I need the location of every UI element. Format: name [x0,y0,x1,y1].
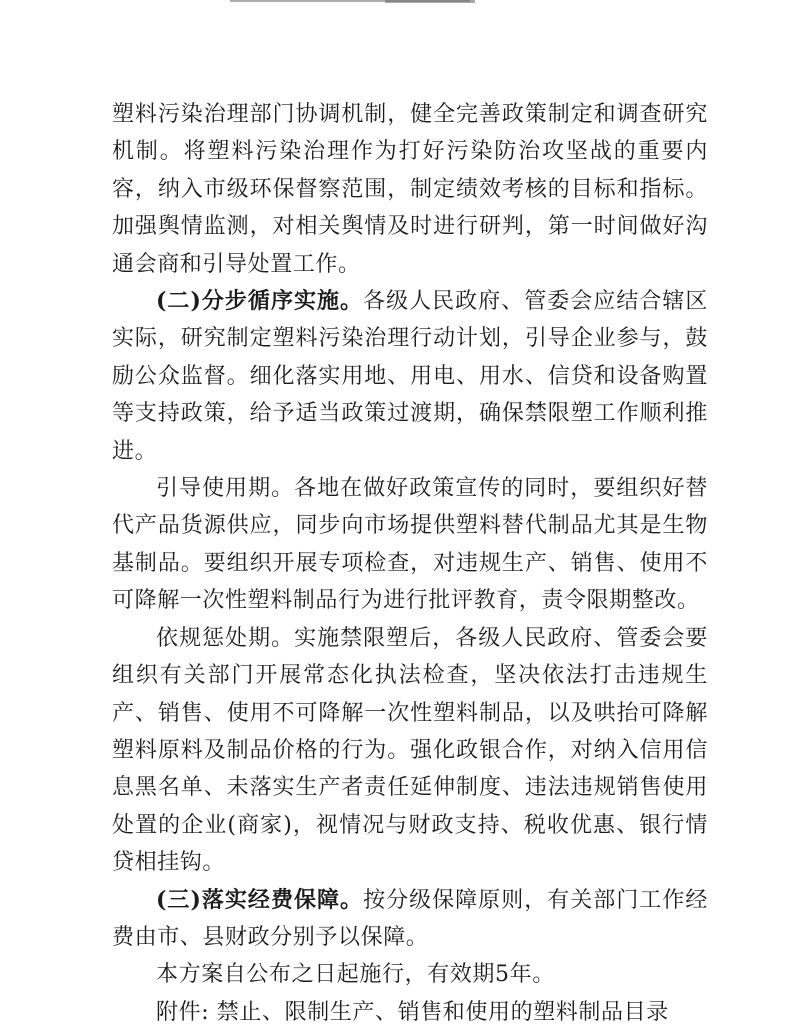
section-heading: (二)分步循序实施。 [156,288,364,315]
paragraph-step-implementation [112,283,708,470]
paragraph-text: 塑料污染治理部门协调机制，健全完善政策制定和调查研究机制。将塑料污染治理作为打好污染防治攻坚战的重要内容，纳入市级环保督察范围，制定绩效考核的目标和指标。加强舆情监测，对相关舆情及时进行研判，第一时间做好沟通会商和引导处置工作。 [112,102,708,277]
scan-edge-mark [385,0,475,3]
paragraph-attachment [112,994,708,1031]
paragraph-text: 引导使用期。各地在做好政策宣传的同时，要组织好替代产品货源供应，同步向市场提供塑料替代制品尤其是生物基制品。要组织开展专项检查，对违规生产、销售、使用不可降解一次性塑料制品行为进行批评教育，责令限期整改。 [112,476,708,614]
paragraph-funding [112,882,708,957]
paragraph-text: 附件: 禁止、限制生产、销售和使用的塑料制品目录 [156,999,669,1025]
paragraph-effective-date [112,956,708,993]
paragraph-continuation [112,96,708,283]
paragraph-text: 依规惩处期。实施禁限塑后，各级人民政府、管委会要组织有关部门开展常态化执法检查，坚决依法打击违规生产、销售、使用不可降解一次性塑料制品，以及哄抬可降解塑料原料及制品价格的行为。强化政银合作，对纳入信用信息黑名单、未落实生产者责任延伸制度、违法违规销售使用处置的企业(商家)，视情况与财政支持、税收优惠、银行情贷相挂钩。 [112,625,708,876]
section-heading: (三)落实经费保障。 [156,886,364,913]
paragraph-guidance-period [112,470,708,620]
paragraph-text: 按分级保障原则，有关部门工作经费由市、县财政分别予以保障。 [112,887,708,950]
paragraph-text: 本方案自公布之日起施行，有效期5年。 [156,962,555,988]
paragraph-text: 各级人民政府、管委会应结合辖区实际，研究制定塑料污染治理行动计划，引导企业参与，鼓励公众监督。细化落实用地、用电、用水、信贷和设备购置等支持政策，给予适当政策过渡期，确保禁限塑工作顺利推进。 [112,289,708,464]
paragraph-penalty-period [112,620,708,882]
document-page [112,96,708,1031]
